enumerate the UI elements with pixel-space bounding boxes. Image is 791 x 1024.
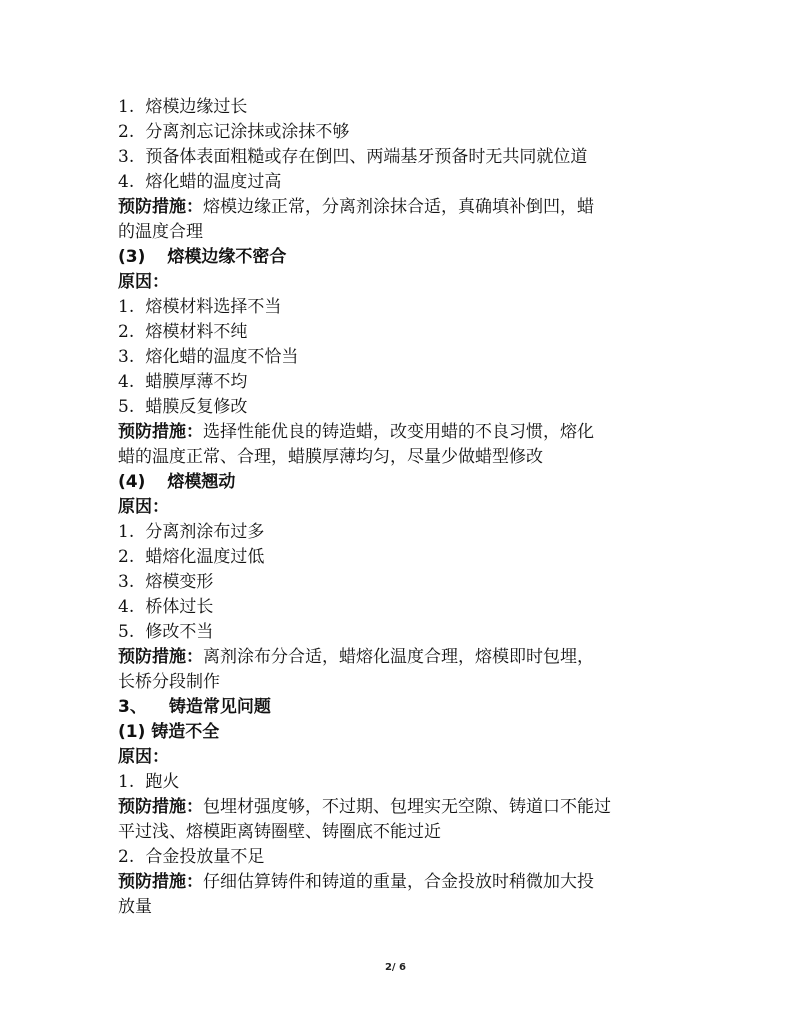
cause-label: 原因： — [118, 497, 169, 517]
prevention-paragraph: 预防措施：选择性能优良的铸造蜡，改变用蜡的不良习惯，熔化 — [118, 422, 594, 442]
prevention-label: 预防措施： — [118, 197, 203, 217]
prevention-label: 预防措施： — [118, 647, 203, 667]
prevention-paragraph: 预防措施：仔细估算铸件和铸道的重量，合金投放时稍微加大投 — [118, 872, 594, 892]
list-item: 4. 熔化蜡的温度过高 — [118, 172, 282, 192]
section-heading: (4) 熔模翘动 — [118, 472, 236, 492]
prevention-paragraph-continued: 长桥分段制作 — [118, 672, 220, 692]
prevention-paragraph: 预防措施：包埋材强度够，不过期、包埋实无空隙、铸道口不能过 — [118, 797, 611, 817]
cause-label: 原因： — [118, 747, 169, 767]
prevention-paragraph-continued: 平过浅、熔模距离铸圈壁、铸圈底不能过近 — [118, 822, 441, 842]
prevention-paragraph: 预防措施：熔模边缘正常，分离剂涂抹合适，真确填补倒凹，蜡 — [118, 197, 594, 217]
list-item: 3. 熔化蜡的温度不恰当 — [118, 347, 299, 367]
list-item: 3. 预备体表面粗糙或存在倒凹、两端基牙预备时无共同就位道 — [118, 147, 588, 167]
prevention-label: 预防措施： — [118, 872, 203, 892]
list-item: 4. 蜡膜厚薄不均 — [118, 372, 248, 392]
page-number: 2/ 6 — [384, 962, 407, 973]
list-item: 2. 合金投放量不足 — [118, 847, 265, 867]
prevention-paragraph-continued: 放量 — [118, 897, 152, 917]
list-item: 1. 熔模边缘过长 — [118, 97, 248, 117]
section-heading: (3) 熔模边缘不密合 — [118, 247, 287, 267]
prevention-paragraph-continued: 的温度合理 — [118, 222, 203, 242]
prevention-paragraph: 预防措施：离剂涂布分合适，蜡熔化温度合理，熔模即时包埋， — [118, 647, 594, 667]
list-item: 5. 蜡膜反复修改 — [118, 397, 248, 417]
list-item: 2. 蜡熔化温度过低 — [118, 547, 265, 567]
list-item: 4. 桥体过长 — [118, 597, 214, 617]
document-body — [118, 95, 678, 920]
list-item: 1. 跑火 — [118, 772, 180, 792]
list-item: 3. 熔模变形 — [118, 572, 214, 592]
list-item: 1. 分离剂涂布过多 — [118, 522, 265, 542]
prevention-label: 预防措施： — [118, 422, 203, 442]
prevention-paragraph-continued: 蜡的温度正常、合理，蜡膜厚薄均匀，尽量少做蜡型修改 — [118, 447, 543, 467]
list-item: 2. 分离剂忘记涂抹或涂抹不够 — [118, 122, 350, 142]
prevention-label: 预防措施： — [118, 797, 203, 817]
chapter-heading: 3、 铸造常见问题 — [118, 697, 271, 717]
subsection-heading: (1) 铸造不全 — [118, 722, 220, 742]
cause-label: 原因： — [118, 272, 169, 292]
list-item: 5. 修改不当 — [118, 622, 214, 642]
list-item: 2. 熔模材料不纯 — [118, 322, 248, 342]
list-item: 1. 熔模材料选择不当 — [118, 297, 282, 317]
